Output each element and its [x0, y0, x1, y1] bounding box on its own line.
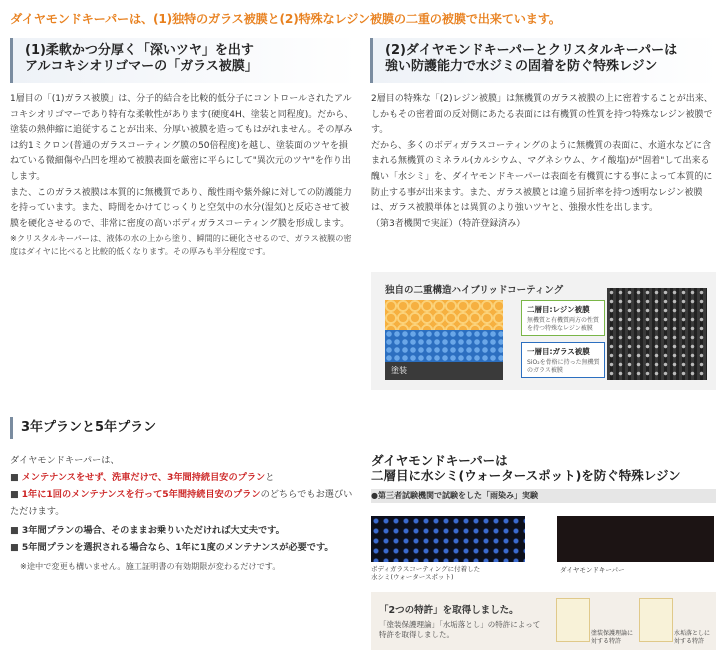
- bullet: ■: [10, 472, 19, 483]
- certificate-caption: [674, 630, 710, 646]
- patent-box: [371, 592, 716, 650]
- layer-stack: [385, 300, 503, 380]
- glass-layer-desc: SiO₂を骨格に持った無機質のガラス被膜: [527, 359, 600, 374]
- bullet: ■: [10, 489, 19, 500]
- plan-item: [10, 469, 360, 486]
- resin-title: [371, 453, 681, 483]
- patent-desc-line: 特許を取得しました。: [379, 630, 454, 639]
- section1-paragraph: また、このガラス被膜は本質的に無機質であり、酸性雨や紫外線に対しての防護能力を持っています。また、時間をかけてじっくりと空気中の水分(湿気)と反応させて被膜を硬化させるので、非常に密度の高いボディガラスコーティング膜を形成します。: [10, 187, 352, 229]
- plan-item-tail: と: [265, 472, 275, 483]
- section2-heading-line2: 強い防護能力で水ジミの固着を防ぐ特殊レジン: [385, 59, 658, 74]
- section1-heading-box: [10, 38, 358, 83]
- plan-item: [10, 522, 360, 539]
- diagram-title: 独自の二重構造ハイブリッドコーティング: [385, 285, 564, 296]
- section2-heading-line1: (2)ダイヤモンドキーパーとクリスタルキーパーは: [385, 43, 678, 58]
- plans-body: [10, 452, 360, 573]
- plans-note: ※途中で変更も構いません。施工証明書の有効期限が変わるだけです。: [20, 561, 281, 571]
- bullet: ■: [10, 542, 19, 553]
- resin-layer-label: [521, 300, 605, 336]
- section2-paragraph: 2層目の特殊な「(2)レジン被膜」は無機質のガラス被膜の上に密着することが出来、しかもその密着面の反対側にあたる表面には有機質の性質を持つ特殊なレジン被膜です。: [371, 94, 713, 136]
- cert-caption-line: 塗装保護理論に: [591, 630, 634, 637]
- cert-caption-line: 水垢落としに: [674, 630, 711, 637]
- paint-layer: [385, 362, 503, 380]
- resin-layer: [385, 300, 503, 330]
- paint-layer-label: 塗装: [391, 366, 407, 375]
- diamond-keeper-photo: [557, 516, 714, 562]
- page-title: ダイヤモンドキーパーは、(1)独特のガラス被膜と(2)特殊なレジン被膜の二重の被膜で出来ています。: [10, 12, 561, 26]
- glass-layer-title: 一層目:ガラス被膜: [527, 347, 590, 356]
- section2-note: （第3者機関で実証）（特許登録済み）: [371, 218, 526, 229]
- section1-heading-line1: (1)柔軟かつ分厚く「深いツヤ」を出す: [25, 43, 254, 58]
- plan-item-tail: のどちらでもお選びいただけます。: [10, 489, 353, 517]
- water-spot-photo: [371, 516, 525, 562]
- resin-title-line1: ダイヤモンドキーパーは: [371, 453, 508, 468]
- section1-body: [10, 92, 355, 258]
- certificate-image: [639, 598, 673, 642]
- plan-item: [10, 486, 360, 520]
- resin-layer-desc: 無機質と有機質両方の性質を持つ特殊なレジン被膜: [527, 317, 600, 332]
- glass-layer-label: [521, 342, 605, 378]
- plans-intro: ダイヤモンドキーパーは、: [10, 455, 120, 466]
- plan-5year-text: 1年に1回のメンテナンスを行って5年間持続目安のプラン: [21, 489, 261, 500]
- certificate-image: [556, 598, 590, 642]
- diamond-keeper-caption: ダイヤモンドキーパー: [560, 566, 625, 574]
- section1-paragraph: 1層目の「(1)ガラス被膜」は、分子的結合を比較的低分子にコントロールされたアルコキシオリゴマーであり特有な柔軟性があります(硬度4H、塗装と同程度)。だから、塗装の熱伸縮に追従することが出来、分厚い被膜を造ってもはがれません。その厚みは約1ミクロン(普通のガラスコーティング膜の50倍程度)を越し、塗装面のツヤを損ねている微細傷や凸凹を埋めて被膜表面を厳密に平らにして"異次元のツヤ"を作り出します。: [10, 94, 354, 182]
- patent-title: 「2つの特許」を取得しました。: [379, 605, 519, 616]
- coating-diagram: [371, 272, 716, 390]
- section1-note: ※クリスタルキーパーは、液体の水の上から塗り、瞬間的に硬化させるので、ガラス被膜の密度はダイヤに比べると比較的低くなります。その厚みも半分程度です。: [10, 233, 352, 257]
- section2-body: [371, 92, 716, 232]
- section2-paragraph: だから、多くのボディガラスコーティングのように無機質の表面に、水道水などに含まれる無機質のミネラル(カルシウム、マグネシウム、ケイ酸塩)が"固着"して出来る醜い「水シミ」を、ダイヤモンドキーパーは表面を有機質にする事によって本質的に防止する事が出来ます。また、ガラス被膜とは違う屈折率を持つ透明なレジン被膜は、ガラス被膜単体とは異質のより強いツヤと、強撥水性を出します。: [371, 140, 713, 214]
- resin-title-line2: 二層目に水シミ(ウォータースポット)を防ぐ特殊レジン: [371, 468, 681, 483]
- section2-heading: [385, 43, 719, 75]
- plan-3year-note: 3年間プランの場合、そのままお乗りいただければ大丈夫です。: [21, 525, 285, 536]
- patent-desc: [379, 620, 540, 640]
- cert-caption-line: 対する特許: [591, 638, 622, 645]
- caption-line: ボディガラスコーティングに付着した: [371, 565, 481, 573]
- plans-heading: 3年プランと5年プラン: [10, 417, 156, 439]
- section2-heading-box: [370, 38, 719, 83]
- glass-layer: [385, 330, 503, 362]
- resin-layer-title: 二層目:レジン被膜: [527, 305, 590, 314]
- section1-heading-line2: アルコキシオリゴマーの「ガラス被膜」: [25, 59, 258, 74]
- plan-item: [10, 539, 360, 556]
- certificate-caption: [591, 630, 633, 646]
- bullet: ■: [10, 525, 19, 536]
- plan-5year-note: 5年間プランを選択される場合なら、1年に1度のメンテナンスが必要です。: [21, 542, 334, 553]
- section1-heading: [25, 43, 358, 75]
- caption-line: 水シミ(ウォータースポット): [371, 573, 454, 581]
- patent-desc-line: 「塗装保護理論」「水垢落とし」の特許によって: [379, 620, 541, 629]
- water-spot-caption: [371, 565, 480, 581]
- plan-3year-text: メンテナンスをせず、洗車だけで、3年間持続目安のプラン: [21, 472, 266, 483]
- cert-caption-line: 対する特許: [674, 638, 705, 645]
- resin-subtitle: ●第三者試験機関で試験をした「雨染み」実験: [371, 489, 716, 503]
- water-bead-photo: [607, 288, 707, 380]
